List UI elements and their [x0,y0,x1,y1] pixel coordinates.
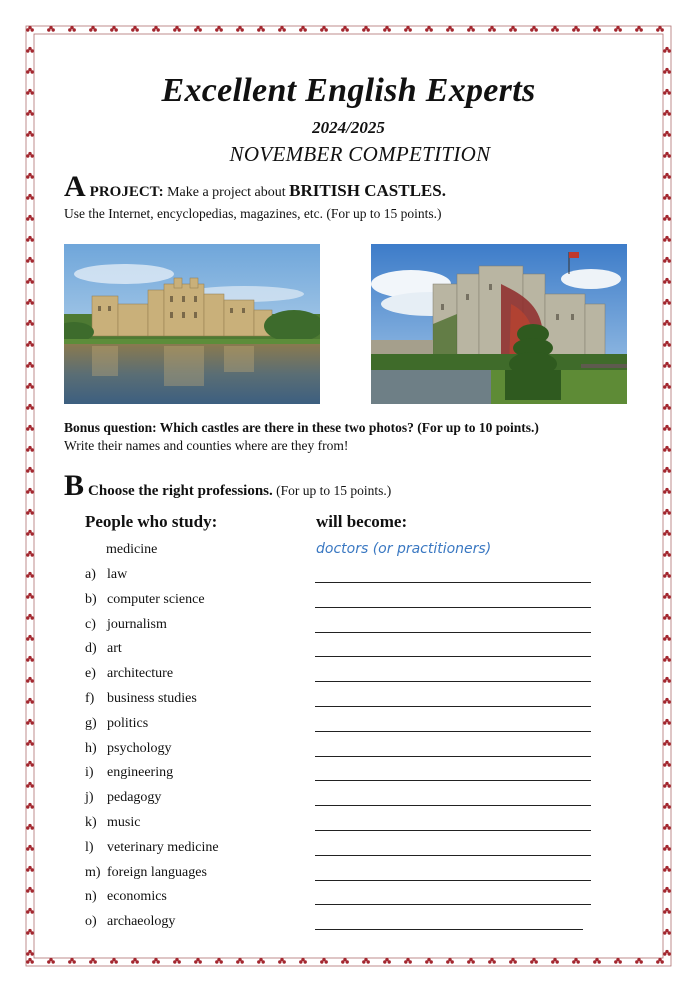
list-item [85,790,595,810]
list-item [85,815,595,835]
section-a-keyword: PROJECT: [89,184,164,200]
item-letter: h) [85,740,97,756]
item-letter: n) [85,889,97,905]
answer-line[interactable] [315,830,591,831]
list-item [85,716,595,736]
item-letter: b) [85,591,97,607]
list-item [85,741,595,761]
column-header-study: People who study: [85,512,218,531]
item-letter: c) [85,616,96,632]
section-a-text: Make a project about [163,185,290,200]
item-subject: architecture [107,666,174,682]
page-title: Excellent English Experts [161,72,536,109]
answer-line[interactable] [315,929,583,930]
answer-line[interactable] [315,805,591,806]
list-item [85,592,595,612]
answer-line[interactable] [315,706,591,707]
answer-line[interactable] [315,780,591,781]
answer-line[interactable] [315,731,591,732]
item-letter: l) [85,839,94,855]
item-letter: f) [85,691,95,706]
answer-line[interactable] [315,880,591,881]
item-subject: art [107,641,122,657]
answer-line[interactable] [315,656,591,657]
list-item [85,765,595,785]
answer-line[interactable] [315,756,591,757]
item-subject: computer science [107,591,205,607]
item-subject: music [107,815,141,830]
list-item [85,691,595,711]
example-answer: doctors (or practitioners) [316,541,492,557]
school-year: 2024/2025 [312,118,385,137]
answer-line[interactable] [315,855,591,856]
example-subject: medicine [106,542,158,557]
castle-photo-2 [371,244,627,404]
item-letter: k) [85,815,97,830]
list-item [85,914,595,934]
bonus-question: Bonus question: Which castles are there in these two photos? (For up to 10 points.) [64,420,539,435]
item-subject: foreign languages [107,864,207,880]
answer-line[interactable] [315,681,591,682]
item-subject: journalism [107,616,167,632]
item-subject: economics [107,889,167,905]
list-item [85,567,595,587]
list-item [85,865,595,885]
section-a-topic: BRITISH CASTLES. [289,181,446,200]
section-a-letter: A [64,170,86,203]
item-subject: law [107,567,128,582]
section-b-heading [64,471,391,501]
item-letter: a) [85,567,96,582]
item-letter: g) [85,715,97,731]
section-b-points: (For up to 15 points.) [272,483,392,498]
item-letter: i) [85,765,94,781]
castle-photo-1 [64,244,320,404]
list-item [85,889,595,909]
item-letter: d) [85,641,97,657]
column-header-become: will become: [316,512,408,531]
answer-line[interactable] [315,582,591,583]
competition-title: NOVEMBER COMPETITION [229,142,491,166]
item-subject: politics [107,715,149,731]
item-letter: j) [85,790,94,806]
item-subject: engineering [107,765,174,781]
section-a-sources: Use the Internet, encyclopedias, magazines, etc. (For up to 15 points.) [64,206,442,221]
item-letter: o) [85,914,97,930]
list-item [85,666,595,686]
bonus-instruction: Write their names and counties where are they from! [64,438,349,453]
answer-line[interactable] [315,632,591,633]
item-subject: veterinary medicine [107,839,219,855]
section-b-keyword: Choose the right professions. [88,483,273,499]
item-subject: pedagogy [107,790,162,806]
section-a-heading [64,172,446,202]
list-item [85,840,595,860]
item-subject: business studies [107,691,197,706]
item-letter: e) [85,666,96,682]
item-letter: m) [85,864,101,880]
section-b-letter: B [64,469,85,502]
answer-line[interactable] [315,607,591,608]
list-item [85,641,595,661]
item-subject: psychology [107,740,172,756]
item-subject: archaeology [107,914,176,930]
answer-line[interactable] [315,904,591,905]
list-item [85,617,595,637]
